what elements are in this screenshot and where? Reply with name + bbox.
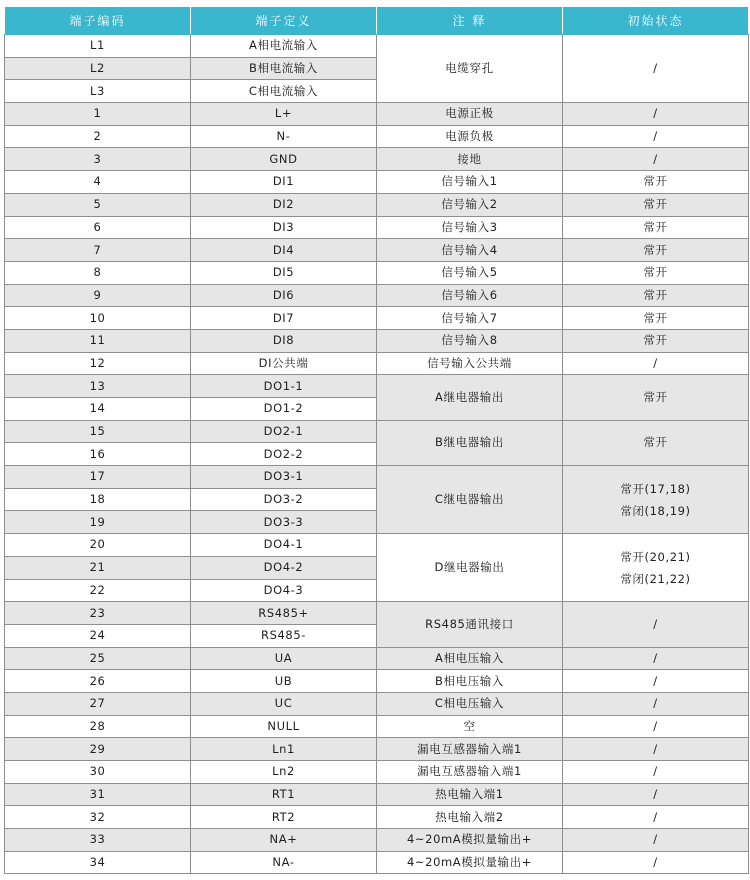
header-row — [5, 7, 749, 35]
initial-state-value: / — [653, 355, 658, 370]
initial-state-cell — [563, 329, 749, 352]
initial-state-cell — [563, 851, 749, 874]
terminal-definition-cell: UC — [191, 692, 377, 715]
terminal-code-cell: 21 — [5, 556, 191, 579]
terminal-code-cell: 14 — [5, 398, 191, 421]
table-row — [5, 738, 749, 761]
initial-state-value: 常闭(18,19) — [620, 503, 691, 518]
table-row — [5, 103, 749, 126]
note-cell: 信号输入1 — [377, 171, 563, 194]
note-cell: 4~20mA模拟量输出+ — [377, 851, 563, 874]
header-terminal-definition: 端子定义 — [191, 7, 377, 35]
table-row — [5, 125, 749, 148]
terminal-code-cell: 18 — [5, 488, 191, 511]
note-cell: C相电压输入 — [377, 692, 563, 715]
table-row — [5, 783, 749, 806]
table-row — [5, 420, 749, 443]
table-row — [5, 329, 749, 352]
table-row — [5, 307, 749, 330]
terminal-code-cell: 32 — [5, 806, 191, 829]
initial-state-cell — [563, 352, 749, 375]
table-row — [5, 829, 749, 852]
terminal-code-cell: 26 — [5, 670, 191, 693]
terminal-code-cell: 30 — [5, 761, 191, 784]
initial-state-value: / — [653, 809, 658, 824]
initial-state-cell — [563, 466, 749, 534]
note-cell: 热电输入端2 — [377, 806, 563, 829]
table-row — [5, 806, 749, 829]
terminal-definition-cell: DO3-2 — [191, 488, 377, 511]
terminal-code-cell: 2 — [5, 125, 191, 148]
initial-state-value: 常开 — [643, 242, 668, 257]
terminal-code-cell: 7 — [5, 239, 191, 262]
initial-state-cell — [563, 420, 749, 465]
terminal-code-cell: 17 — [5, 466, 191, 489]
terminal-definition-cell: DI4 — [191, 239, 377, 262]
initial-state-value: / — [653, 61, 658, 76]
terminal-definition-cell: DI2 — [191, 193, 377, 216]
note-cell: A相电压输入 — [377, 647, 563, 670]
terminal-code-cell: 33 — [5, 829, 191, 852]
table-row — [5, 534, 749, 557]
terminal-table — [4, 6, 749, 874]
note-cell: D继电器输出 — [377, 534, 563, 602]
terminal-code-cell: L3 — [5, 80, 191, 103]
initial-state-value: / — [653, 832, 658, 847]
table-row — [5, 466, 749, 489]
table-body — [5, 35, 749, 874]
note-cell: 信号输入7 — [377, 307, 563, 330]
terminal-code-cell: 27 — [5, 692, 191, 715]
terminal-code-cell: 22 — [5, 579, 191, 602]
terminal-code-cell: 20 — [5, 534, 191, 557]
terminal-code-cell: 11 — [5, 329, 191, 352]
terminal-definition-cell: RS485+ — [191, 602, 377, 625]
initial-state-value: / — [653, 673, 658, 688]
terminal-definition-cell: RS485- — [191, 624, 377, 647]
note-cell: B继电器输出 — [377, 420, 563, 465]
terminal-definition-cell: DI公共端 — [191, 352, 377, 375]
terminal-code-cell: 12 — [5, 352, 191, 375]
table-row — [5, 148, 749, 171]
note-cell: 信号输入公共端 — [377, 352, 563, 375]
table-row — [5, 647, 749, 670]
table-row — [5, 35, 749, 58]
note-cell: 接地 — [377, 148, 563, 171]
terminal-code-cell: 3 — [5, 148, 191, 171]
terminal-definition-cell: DO3-1 — [191, 466, 377, 489]
terminal-code-cell: 23 — [5, 602, 191, 625]
terminal-table-container — [4, 6, 749, 874]
initial-state-cell — [563, 692, 749, 715]
terminal-code-cell: L1 — [5, 35, 191, 58]
terminal-definition-cell: DI8 — [191, 329, 377, 352]
terminal-definition-cell: DO2-2 — [191, 443, 377, 466]
table-row — [5, 171, 749, 194]
table-row — [5, 670, 749, 693]
note-cell: RS485通讯接口 — [377, 602, 563, 647]
terminal-code-cell: 31 — [5, 783, 191, 806]
terminal-code-cell: 16 — [5, 443, 191, 466]
terminal-definition-cell: UA — [191, 647, 377, 670]
terminal-code-cell: 4 — [5, 171, 191, 194]
terminal-definition-cell: DO4-2 — [191, 556, 377, 579]
initial-state-cell — [563, 103, 749, 126]
initial-state-cell — [563, 783, 749, 806]
terminal-code-cell: 29 — [5, 738, 191, 761]
terminal-code-cell: 9 — [5, 284, 191, 307]
terminal-code-cell: 15 — [5, 420, 191, 443]
initial-state-cell — [563, 216, 749, 239]
initial-state-cell — [563, 534, 749, 602]
initial-state-value: 常开 — [643, 310, 668, 325]
note-cell: 热电输入端1 — [377, 783, 563, 806]
initial-state-cell — [563, 829, 749, 852]
header-initial-state: 初始状态 — [563, 7, 749, 35]
initial-state-cell — [563, 647, 749, 670]
initial-state-value: 常开 — [643, 287, 668, 302]
terminal-code-cell: 28 — [5, 715, 191, 738]
terminal-definition-cell: DI3 — [191, 216, 377, 239]
terminal-definition-cell: DI6 — [191, 284, 377, 307]
terminal-definition-cell: NULL — [191, 715, 377, 738]
note-cell: C继电器输出 — [377, 466, 563, 534]
terminal-definition-cell: Ln2 — [191, 761, 377, 784]
terminal-definition-cell: N- — [191, 125, 377, 148]
initial-state-cell — [563, 806, 749, 829]
terminal-definition-cell: RT2 — [191, 806, 377, 829]
terminal-definition-cell: DO1-1 — [191, 375, 377, 398]
terminal-definition-cell: NA- — [191, 851, 377, 874]
terminal-code-cell: 1 — [5, 103, 191, 126]
terminal-code-cell: 13 — [5, 375, 191, 398]
table-row — [5, 261, 749, 284]
initial-state-value: / — [653, 696, 658, 711]
terminal-definition-cell: GND — [191, 148, 377, 171]
table-row — [5, 692, 749, 715]
terminal-code-cell: 6 — [5, 216, 191, 239]
initial-state-cell — [563, 125, 749, 148]
note-cell: 信号输入3 — [377, 216, 563, 239]
initial-state-value: 常开(20,21) — [620, 549, 691, 564]
initial-state-value: 常开 — [643, 390, 668, 404]
note-cell: 信号输入4 — [377, 239, 563, 262]
initial-state-value: / — [653, 616, 658, 631]
terminal-code-cell: 34 — [5, 851, 191, 874]
initial-state-value: / — [653, 741, 658, 756]
terminal-definition-cell: DI1 — [191, 171, 377, 194]
initial-state-cell — [563, 148, 749, 171]
initial-state-value: 常开 — [643, 333, 668, 348]
initial-state-cell — [563, 171, 749, 194]
initial-state-cell — [563, 738, 749, 761]
initial-state-cell — [563, 307, 749, 330]
table-row — [5, 375, 749, 398]
initial-state-cell — [563, 193, 749, 216]
terminal-definition-cell: C相电流输入 — [191, 80, 377, 103]
initial-state-value: / — [653, 106, 658, 121]
initial-state-cell — [563, 715, 749, 738]
header-note: 注 释 — [377, 7, 563, 35]
note-cell: 信号输入6 — [377, 284, 563, 307]
note-cell: 信号输入8 — [377, 329, 563, 352]
terminal-definition-cell: RT1 — [191, 783, 377, 806]
terminal-code-cell: 24 — [5, 624, 191, 647]
terminal-definition-cell: DI7 — [191, 307, 377, 330]
initial-state-cell — [563, 602, 749, 647]
terminal-code-cell: 25 — [5, 647, 191, 670]
initial-state-value: / — [653, 650, 658, 665]
note-cell: 4~20mA模拟量输出+ — [377, 829, 563, 852]
note-cell: 空 — [377, 715, 563, 738]
initial-state-value: / — [653, 764, 658, 779]
initial-state-value: 常开 — [643, 219, 668, 234]
initial-state-value: / — [653, 129, 658, 144]
terminal-definition-cell: DO2-1 — [191, 420, 377, 443]
initial-state-value: / — [653, 151, 658, 166]
initial-state-cell — [563, 375, 749, 420]
initial-state-value: / — [653, 787, 658, 802]
initial-state-value: 常开 — [643, 435, 668, 450]
note-cell: A继电器输出 — [377, 375, 563, 420]
table-row — [5, 761, 749, 784]
terminal-definition-cell: DO3-3 — [191, 511, 377, 534]
initial-state-value: 常闭(21,22) — [620, 571, 691, 586]
terminal-definition-cell: DO4-1 — [191, 534, 377, 557]
table-row — [5, 602, 749, 625]
initial-state-cell — [563, 670, 749, 693]
initial-state-value: / — [653, 855, 658, 870]
initial-state-cell — [563, 284, 749, 307]
note-cell: 漏电互感器输入端1 — [377, 738, 563, 761]
note-cell: 电源负极 — [377, 125, 563, 148]
terminal-code-cell: 5 — [5, 193, 191, 216]
terminal-code-cell: 8 — [5, 261, 191, 284]
initial-state-value: 常开 — [643, 174, 668, 189]
table-row — [5, 715, 749, 738]
note-cell: 信号输入5 — [377, 261, 563, 284]
note-cell: 信号输入2 — [377, 193, 563, 216]
note-cell: 漏电互感器输入端1 — [377, 761, 563, 784]
terminal-definition-cell: L+ — [191, 103, 377, 126]
terminal-code-cell: L2 — [5, 57, 191, 80]
initial-state-value: / — [653, 718, 658, 733]
terminal-definition-cell: DO4-3 — [191, 579, 377, 602]
note-cell: B相电压输入 — [377, 670, 563, 693]
initial-state-value: 常开 — [643, 265, 668, 280]
terminal-definition-cell: Ln1 — [191, 738, 377, 761]
terminal-definition-cell: DI5 — [191, 261, 377, 284]
initial-state-cell — [563, 239, 749, 262]
table-row — [5, 193, 749, 216]
initial-state-value: 常开(17,18) — [620, 481, 691, 496]
terminal-definition-cell: A相电流输入 — [191, 35, 377, 58]
header-terminal-code: 端子编码 — [5, 7, 191, 35]
terminal-code-cell: 19 — [5, 511, 191, 534]
table-row — [5, 352, 749, 375]
table-row — [5, 239, 749, 262]
terminal-definition-cell: DO1-2 — [191, 398, 377, 421]
initial-state-cell — [563, 35, 749, 103]
terminal-definition-cell: NA+ — [191, 829, 377, 852]
initial-state-cell — [563, 261, 749, 284]
terminal-definition-cell: B相电流输入 — [191, 57, 377, 80]
initial-state-value: 常开 — [643, 197, 668, 212]
table-row — [5, 284, 749, 307]
terminal-code-cell: 10 — [5, 307, 191, 330]
note-cell: 电缆穿孔 — [377, 35, 563, 103]
table-row — [5, 851, 749, 874]
terminal-definition-cell: UB — [191, 670, 377, 693]
table-row — [5, 216, 749, 239]
note-cell: 电源正极 — [377, 103, 563, 126]
initial-state-cell — [563, 761, 749, 784]
